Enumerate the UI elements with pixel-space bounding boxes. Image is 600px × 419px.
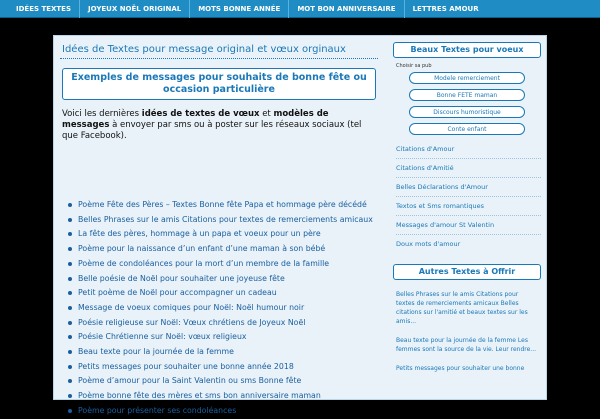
main-content bbox=[60, 42, 378, 142]
pill-button[interactable]: Modele remerciement bbox=[409, 72, 525, 84]
category-link[interactable]: Textos et Sms romantiques bbox=[396, 197, 541, 216]
page-title[interactable]: Idées de Textes pour message original et vœux orginaux bbox=[60, 42, 378, 59]
widget-title-autres-textes: Autres Textes à Offrir bbox=[393, 264, 541, 280]
sidebar-post[interactable]: Beau texte pour la journée de la femme Les femmes sont la source de la vie. Leur rendre... bbox=[396, 337, 537, 353]
intro-paragraph bbox=[60, 109, 378, 142]
sidebar bbox=[393, 42, 541, 373]
intro-text-mid: et bbox=[259, 109, 274, 119]
widget-title-beaux-textes: Beaux Textes pour voeux bbox=[393, 42, 541, 58]
category-link[interactable]: Citations d'Amour bbox=[396, 140, 541, 159]
top-navigation bbox=[0, 0, 600, 18]
sidebar-post[interactable]: Petits messages pour souhaiter une bonne bbox=[396, 365, 525, 372]
nav-item-mots-bonne-annee[interactable]: MOTS BONNE ANNÉE bbox=[190, 0, 289, 18]
article-link[interactable]: Poème pour présenter ses condoléances bbox=[68, 404, 378, 419]
nav-item-mot-bon-anniversaire[interactable]: MOT BON ANNIVERSAIRE bbox=[289, 0, 404, 18]
nav-item-joyeux-noel[interactable]: JOYEUX NOËL ORIGINAL bbox=[80, 0, 190, 18]
category-link[interactable]: Citations d'Amitié bbox=[396, 159, 541, 178]
article-link[interactable]: Poème bonne fête des mères et sms bon anniversaire maman bbox=[68, 389, 378, 404]
article-link[interactable]: Poésie Chrétienne sur Noël: vœux religieux bbox=[68, 330, 378, 345]
article-link[interactable]: Beau texte pour la journée de la femme bbox=[68, 345, 378, 360]
page-container bbox=[53, 35, 547, 415]
ad-choice-label[interactable]: Choisir sa pub bbox=[396, 63, 432, 69]
category-link[interactable]: Belles Déclarations d'Amour bbox=[396, 178, 541, 197]
pill-button[interactable]: Discours humoristique bbox=[409, 106, 525, 118]
article-link[interactable]: La fête des pères, hommage à un papa et voeux pour un père bbox=[68, 227, 378, 242]
article-link[interactable]: Poème pour la naissance d’un enfant d’une maman à son bébé bbox=[68, 242, 378, 257]
category-link[interactable]: Doux mots d'amour bbox=[396, 240, 461, 248]
article-link[interactable]: Belle poésie de Noël pour souhaiter une joyeuse fête bbox=[68, 272, 378, 287]
intro-text-start: Voici les dernières bbox=[62, 109, 142, 119]
article-link[interactable]: Message de voeux comiques pour Noël: Noël humour noir bbox=[68, 301, 378, 316]
intro-text-end: à envoyer par sms ou à poster sur les réseaux sociaux (tel que Facebook). bbox=[62, 120, 362, 141]
intro-bold-messages: modèles de messages bbox=[62, 109, 329, 130]
article-link[interactable]: Poésie religieuse sur Noël: Vœux chrétiens de Joyeux Noël bbox=[68, 316, 378, 331]
article-link[interactable]: Petits messages pour souhaiter une bonne année 2018 bbox=[68, 360, 378, 375]
article-link[interactable]: Belles Phrases sur le amis Citations pour textes de remerciements amicaux bbox=[68, 213, 378, 228]
pill-button[interactable]: Bonne FETE maman bbox=[409, 89, 525, 101]
section-callout: Exemples de messages pour souhaits de bonne fête ou occasion particulière bbox=[62, 68, 376, 100]
sidebar-post[interactable]: Belles Phrases sur le amis Citations pour textes de remerciements amicaux Belles citations sur l'amitié et beaux textes sur les amis... bbox=[396, 291, 528, 325]
category-list bbox=[393, 140, 541, 254]
nav-item-lettres-amour[interactable]: LETTRES AMOUR bbox=[412, 5, 479, 13]
article-link[interactable]: Poème Fête des Pères – Textes Bonne fête Papa et hommage père décédé bbox=[68, 198, 378, 213]
pill-button[interactable]: Conte enfant bbox=[409, 123, 525, 135]
nav-item-idees-textes[interactable]: IDÉES TEXTES bbox=[8, 0, 80, 18]
article-link-list bbox=[68, 198, 378, 419]
article-link[interactable]: Poème de condoléances pour la mort d’un membre de la famille bbox=[68, 257, 378, 272]
category-link[interactable]: Messages d'amour St Valentin bbox=[396, 216, 541, 235]
intro-bold-voeux: idées de textes de vœux bbox=[141, 109, 260, 119]
article-link[interactable]: Petit poème de Noël pour accompagner un cadeau bbox=[68, 286, 378, 301]
article-link[interactable]: Poème d’amour pour la Saint Valentin ou sms Bonne fête bbox=[68, 374, 378, 389]
